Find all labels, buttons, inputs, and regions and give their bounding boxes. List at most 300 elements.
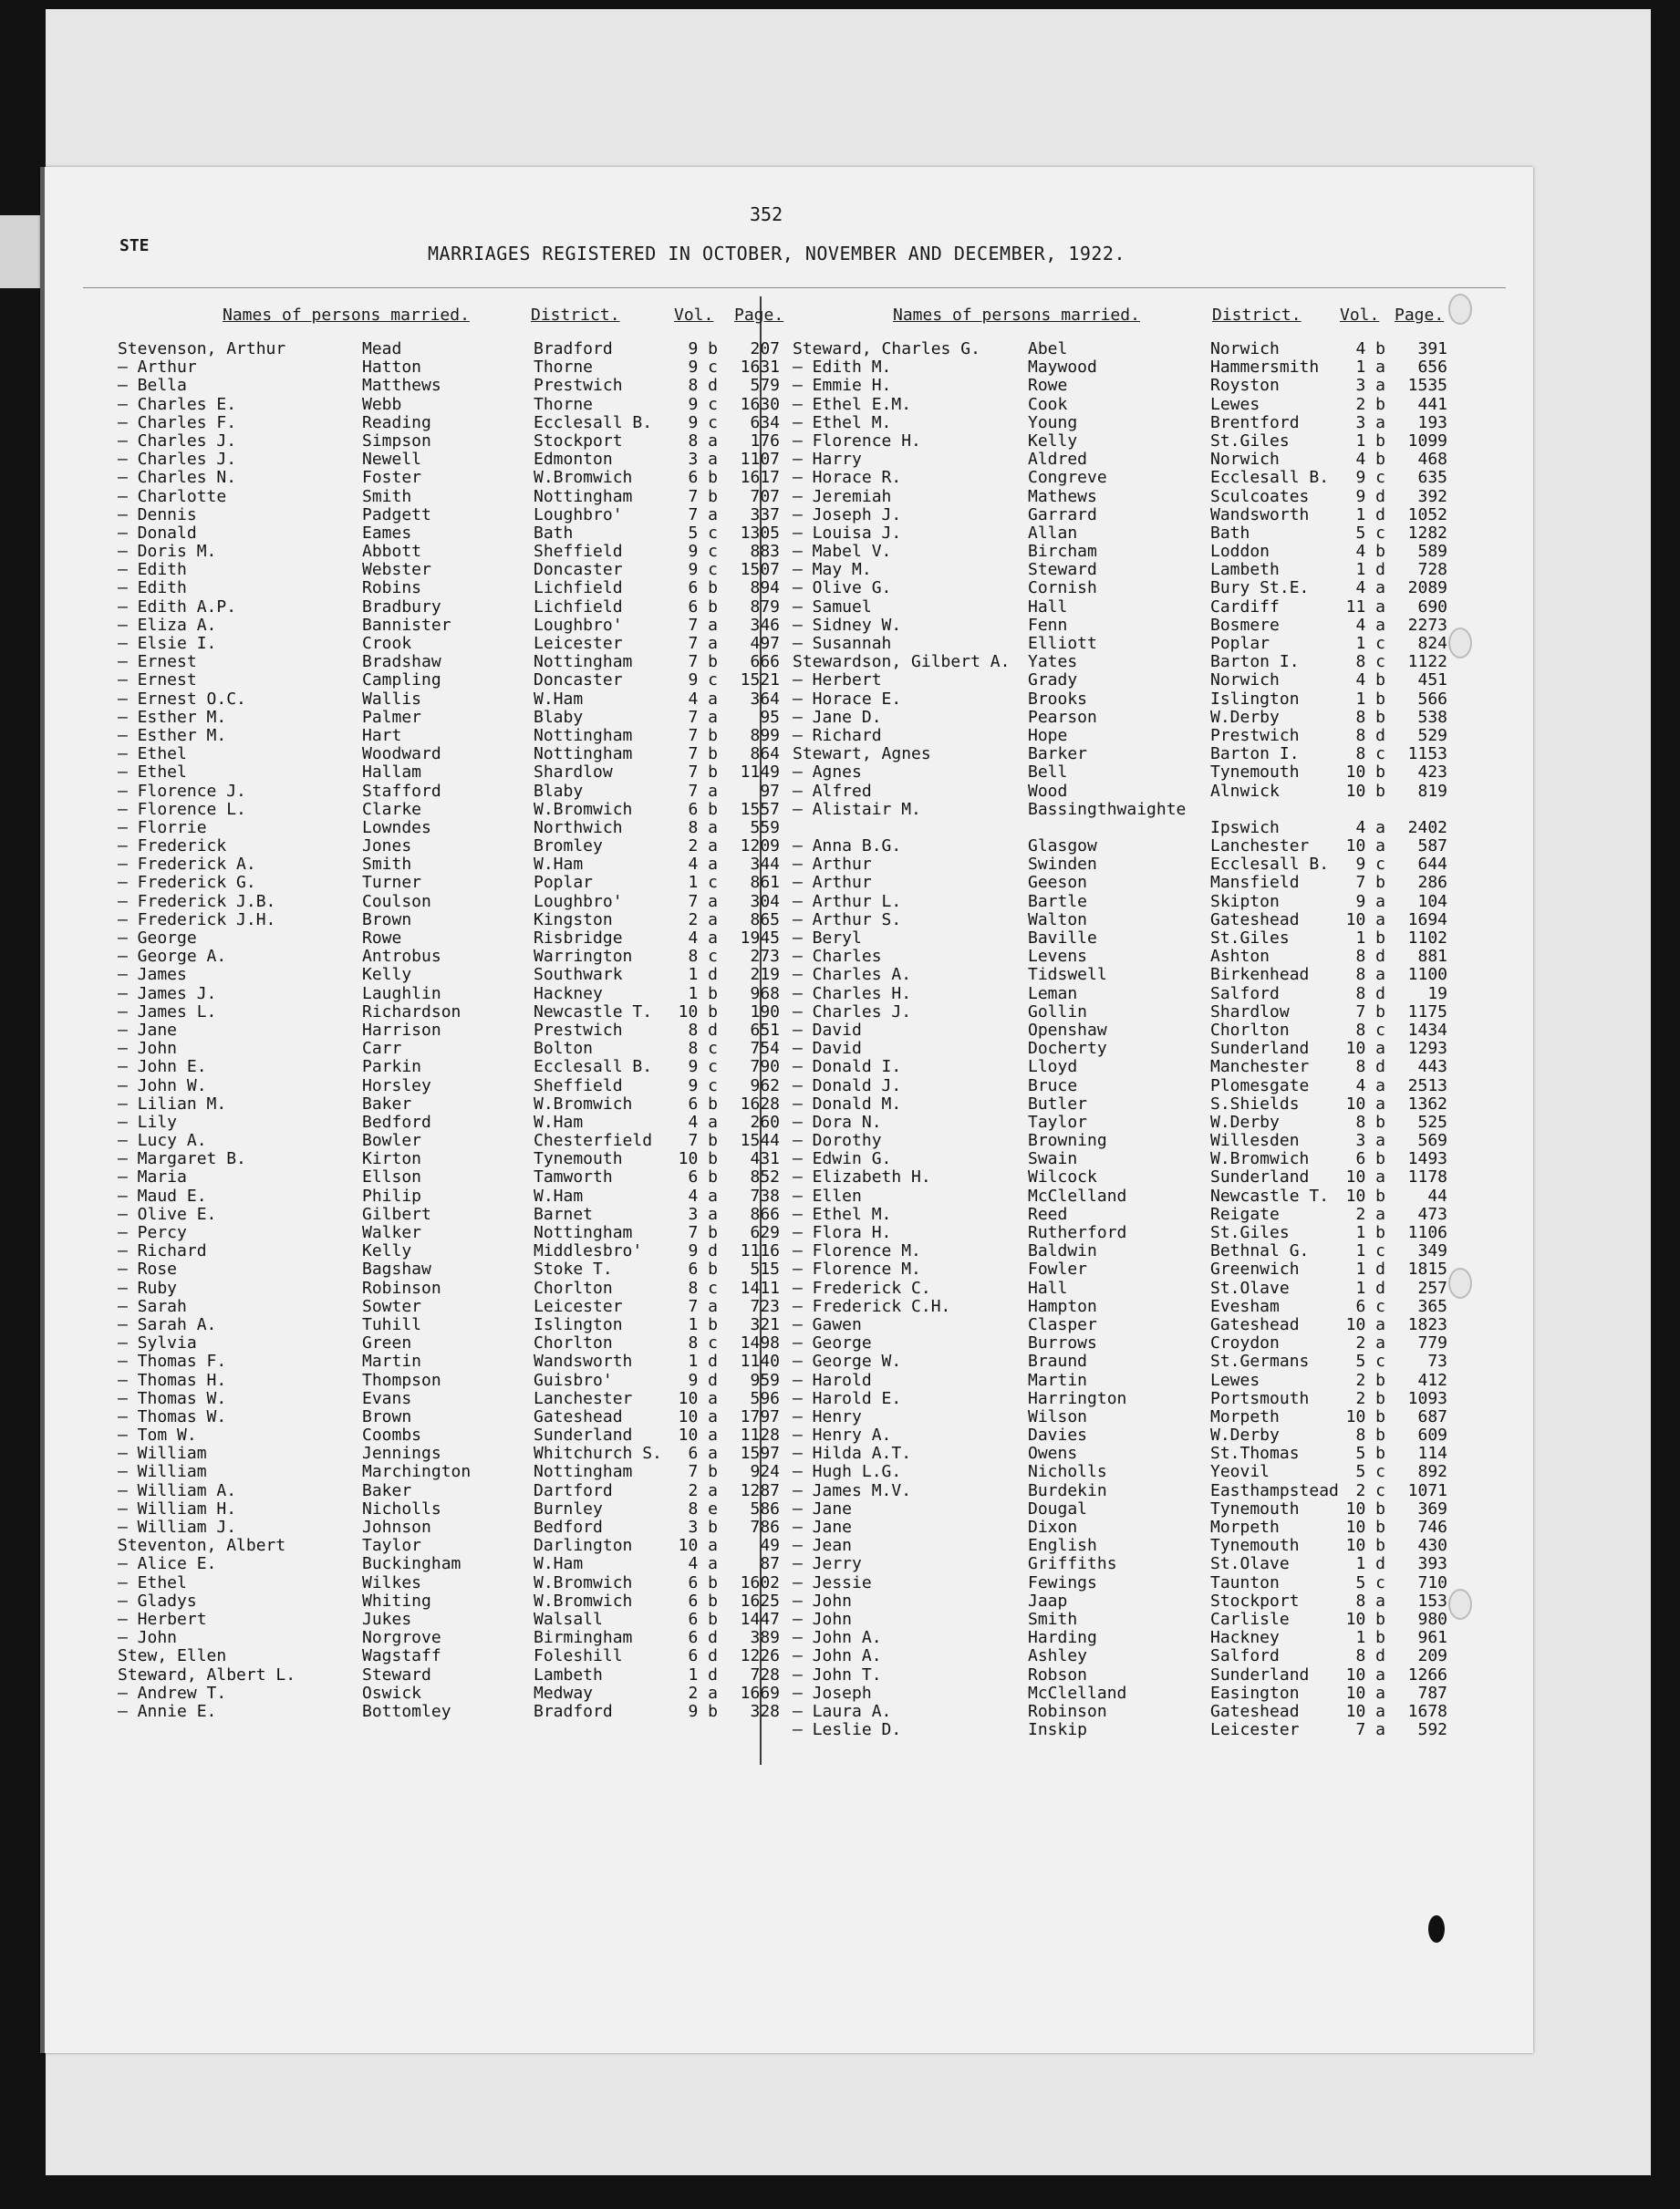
register-entry [118, 948, 783, 966]
entry-spouse: Kirton [362, 1149, 422, 1169]
entry-spouse: Bell [1028, 762, 1068, 783]
entry-name: — Susannah [793, 634, 892, 653]
entry-vol: 9 c [688, 560, 718, 580]
register-entry [118, 1555, 783, 1573]
entry-spouse: Congreve [1028, 468, 1107, 488]
entry-district: Nottingham [534, 1462, 633, 1482]
entry-spouse: Marchington [362, 1462, 472, 1482]
register-entry [118, 1372, 783, 1390]
entry-district: St.Olave [1210, 1278, 1290, 1298]
entry-page: 852 [750, 1167, 780, 1187]
entry-page: 566 [1417, 689, 1447, 709]
entry-vol: 5 c [1355, 1352, 1385, 1372]
entry-name: — Florence L. [118, 799, 246, 819]
entry-page: 787 [1417, 1683, 1447, 1703]
entry-page: 344 [750, 855, 780, 875]
register-entry [118, 396, 783, 414]
register-entry [118, 377, 783, 395]
register-entry [793, 1500, 1458, 1519]
entry-district: St.Giles [1210, 1223, 1290, 1242]
entry-spouse: Nicholls [362, 1499, 441, 1519]
register-entry [793, 1611, 1458, 1629]
entry-district: Sculcoates [1210, 486, 1310, 506]
entry-page: 1625 [740, 1591, 780, 1611]
entry-spouse: Tidswell [1028, 965, 1107, 985]
entry-spouse: Cook [1028, 394, 1068, 414]
entry-district: Stoke T. [534, 1260, 613, 1280]
entry-name: — Harold E. [793, 1388, 902, 1408]
register-entry [118, 1408, 783, 1426]
entry-name: — Lilian M. [118, 1094, 227, 1114]
entry-spouse: Robinson [362, 1278, 441, 1298]
register-entry [793, 985, 1458, 1003]
register-entry [118, 1647, 783, 1665]
entry-name: — Harold [793, 1370, 872, 1390]
entry-page: 1602 [740, 1572, 780, 1592]
entry-vol: 3 a [1355, 376, 1385, 396]
entry-spouse: Burrows [1028, 1333, 1097, 1353]
entry-spouse: Webster [362, 560, 431, 580]
register-entry [793, 1463, 1458, 1481]
entry-district: Nottingham [534, 744, 633, 764]
entry-spouse: Jaap [1028, 1591, 1068, 1611]
entry-district: Leicester [1210, 1720, 1300, 1740]
entry-vol: 8 c [688, 1333, 718, 1353]
register-entry [118, 690, 783, 709]
entry-name: — Arthur [118, 358, 197, 378]
entry-district: Newcastle T. [1210, 1186, 1330, 1206]
entry-district: W.Bromwich [534, 468, 633, 488]
entry-name: — Arthur [793, 873, 872, 893]
register-entry [118, 1519, 783, 1537]
entry-name: — Jean [793, 1536, 853, 1556]
entry-page: 1106 [1407, 1223, 1447, 1242]
entry-page: 44 [1427, 1186, 1447, 1206]
entry-vol: 10 a [678, 1388, 718, 1408]
entry-spouse: Fewings [1028, 1572, 1097, 1592]
entry-page: 746 [1417, 1518, 1447, 1537]
entry-name: Steventon, Albert [118, 1536, 286, 1556]
entry-name: — Arthur [793, 855, 872, 875]
entry-district: Cardiff [1210, 596, 1280, 617]
entry-district: Evesham [1210, 1296, 1280, 1316]
entry-vol: 1 a [1355, 358, 1385, 378]
entry-spouse: Turner [362, 873, 422, 893]
register-entry [118, 1260, 783, 1279]
register-entry [793, 837, 1458, 856]
entry-name: — May M. [793, 560, 872, 580]
entry-district: Doncaster [534, 670, 623, 690]
entry-page: 328 [750, 1701, 780, 1721]
entry-district: Hackney [534, 983, 603, 1003]
entry-vol: 7 b [1355, 873, 1385, 893]
entry-page: 1362 [1407, 1094, 1447, 1114]
entry-page: 824 [1417, 634, 1447, 653]
entry-district: Bath [534, 523, 574, 543]
entry-name: — Flora H. [793, 1223, 892, 1242]
entry-spouse: Padgett [362, 504, 431, 524]
entry-vol: 10 b [1345, 1499, 1385, 1519]
entry-page: 1544 [740, 1131, 780, 1151]
entry-vol: 4 b [1355, 339, 1385, 358]
entry-district: Burnley [534, 1499, 603, 1519]
entry-spouse: Taylor [362, 1536, 422, 1556]
entry-name: Stew, Ellen [118, 1646, 227, 1666]
entry-name: — Olive G. [793, 578, 892, 598]
entry-district: Bury St.E. [1210, 578, 1310, 598]
entry-name: — Ernest [118, 670, 197, 690]
entry-vol: 4 a [1355, 817, 1385, 837]
entry-vol: 9 d [688, 1370, 718, 1390]
entry-spouse: Abel [1028, 339, 1068, 358]
entry-spouse: Rowe [1028, 376, 1068, 396]
entry-name: — Edith M. [793, 358, 892, 378]
entry-name: — Ethel [118, 762, 187, 783]
entry-page: 609 [1417, 1426, 1447, 1446]
entry-spouse: Wagstaff [362, 1646, 441, 1666]
entry-vol: 10 a [1345, 1665, 1385, 1685]
entry-district: Chorlton [534, 1333, 613, 1353]
register-entry [118, 763, 783, 782]
entry-name: — Ethel E.M. [793, 394, 912, 414]
entry-district: Royston [1210, 376, 1280, 396]
entry-page: 392 [1417, 486, 1447, 506]
entry-vol: 6 a [688, 1444, 718, 1464]
entry-district: Shardlow [534, 762, 613, 783]
entry-page: 879 [750, 596, 780, 617]
entry-page: 656 [1417, 358, 1447, 378]
entry-spouse: Bedford [362, 1112, 431, 1132]
entry-district: Sunderland [1210, 1665, 1310, 1685]
entry-vol: 4 a [1355, 1075, 1385, 1095]
entry-spouse: McClelland [1028, 1683, 1127, 1703]
entry-spouse: Foster [362, 468, 422, 488]
header-vol: Vol. [674, 306, 714, 325]
entry-name: — Florence M. [793, 1260, 921, 1280]
entry-name: — Florence M. [793, 1241, 921, 1261]
entry-district: Ecclesall B. [1210, 468, 1330, 488]
entry-spouse: Bradbury [362, 596, 441, 617]
entry-vol: 1 b [1355, 1628, 1385, 1648]
entry-district: Willesden [1210, 1131, 1300, 1151]
entry-name: — Tom W. [118, 1426, 197, 1446]
entry-page: 257 [1417, 1278, 1447, 1298]
register-entry [118, 340, 783, 358]
entry-vol: 7 a [688, 504, 718, 524]
entry-spouse: Philip [362, 1186, 422, 1206]
register-entry [793, 1408, 1458, 1426]
entry-spouse: Wallis [362, 689, 422, 709]
entry-name: — Joseph [793, 1683, 872, 1703]
entry-district: Sunderland [534, 1426, 633, 1446]
register-entry [118, 543, 783, 561]
column-headers [118, 304, 783, 340]
register-entry [793, 671, 1458, 690]
entry-spouse: Swinden [1028, 855, 1097, 875]
entry-name: — Hugh L.G. [793, 1462, 902, 1482]
entry-name: — Florence J. [118, 781, 246, 801]
entry-vol: 10 a [678, 1536, 718, 1556]
binder-hole [1448, 294, 1472, 325]
register-entry [118, 1537, 783, 1555]
entry-district: Norwich [1210, 450, 1280, 470]
entry-spouse: Bartle [1028, 891, 1088, 911]
entry-page: 176 [750, 430, 780, 451]
entry-page: 892 [1417, 1462, 1447, 1482]
entry-district: Hackney [1210, 1628, 1280, 1648]
entry-page: 2089 [1407, 578, 1447, 598]
entry-page: 153 [1417, 1591, 1447, 1611]
entry-name: — Elizabeth H. [793, 1167, 931, 1187]
entry-page: 349 [1417, 1241, 1447, 1261]
entry-name: — Charlotte [118, 486, 227, 506]
entry-spouse: English [1028, 1536, 1097, 1556]
entry-district: St.Olave [1210, 1554, 1290, 1574]
entry-page: 1100 [1407, 965, 1447, 985]
entry-vol: 10 b [1345, 1518, 1385, 1537]
entry-district: Prestwich [1210, 725, 1300, 745]
entry-vol: 4 b [1355, 450, 1385, 470]
entry-district: Gateshead [1210, 909, 1300, 929]
entry-vol: 9 c [688, 394, 718, 414]
entry-page: 1293 [1407, 1039, 1447, 1059]
entry-name: — John [118, 1628, 178, 1648]
entry-name: — Emmie H. [793, 376, 892, 396]
entry-name: — Horace E. [793, 689, 902, 709]
register-entry [118, 1003, 783, 1022]
register-entry [118, 727, 783, 745]
entry-name: Stewart, Agnes [793, 744, 931, 764]
entry-page: 193 [1417, 412, 1447, 432]
entry-spouse: Johnson [362, 1518, 431, 1537]
entry-district: W.Ham [534, 855, 584, 875]
entry-name: — Florence H. [793, 430, 921, 451]
entry-district: Hammersmith [1210, 358, 1320, 378]
entry-page: 687 [1417, 1406, 1447, 1426]
entry-district: Morpeth [1210, 1406, 1280, 1426]
entry-spouse: Bruce [1028, 1075, 1078, 1095]
entry-spouse: Hall [1028, 596, 1068, 617]
entry-name: — Herbert [793, 670, 882, 690]
register-entry [118, 653, 783, 671]
entry-spouse: Robson [1028, 1665, 1088, 1685]
register-entry [793, 763, 1458, 782]
register-entry [118, 874, 783, 892]
entry-page: 587 [1417, 836, 1447, 856]
entry-district: Bromley [534, 836, 603, 856]
entry-vol: 2 a [688, 1683, 718, 1703]
entry-page: 728 [750, 1665, 780, 1685]
entry-page: 865 [750, 909, 780, 929]
entry-spouse: Baville [1028, 928, 1097, 948]
entry-vol: 9 b [688, 339, 718, 358]
register-entry [793, 579, 1458, 597]
entry-spouse: Mathews [1028, 486, 1097, 506]
entry-page: 97 [760, 781, 780, 801]
entry-page: 629 [750, 1223, 780, 1242]
entry-spouse: Smith [1028, 1609, 1078, 1629]
entry-district: W.Bromwich [534, 1572, 633, 1592]
entry-vol: 3 a [688, 1204, 718, 1224]
entry-name: — Rose [118, 1260, 178, 1280]
entry-page: 1226 [740, 1646, 780, 1666]
entry-vol: 10 a [1345, 1683, 1385, 1703]
entry-page: 73 [1427, 1352, 1447, 1372]
entry-name: — Doris M. [118, 542, 217, 562]
entry-district: Foleshill [534, 1646, 623, 1666]
entry-spouse: Harding [1028, 1628, 1097, 1648]
entry-vol: 4 a [688, 689, 718, 709]
entry-district: Nottingham [534, 486, 633, 506]
register-entry [793, 745, 1458, 763]
entry-spouse: Buckingham [362, 1554, 461, 1574]
entry-page: 1099 [1407, 430, 1447, 451]
entry-page: 441 [1417, 394, 1447, 414]
entry-spouse: Geeson [1028, 873, 1088, 893]
entry-page: 1630 [740, 394, 780, 414]
entry-vol: 2 b [1355, 1370, 1385, 1390]
register-entry [793, 396, 1458, 414]
entry-district: Ashton [1210, 947, 1270, 967]
register-entry [793, 1519, 1458, 1537]
entry-name: — Thomas W. [118, 1388, 227, 1408]
entry-vol: 4 a [688, 1186, 718, 1206]
register-entry [793, 709, 1458, 727]
register-entry [793, 1426, 1458, 1445]
entry-name: — Jessie [793, 1572, 872, 1592]
entry-page: 209 [1417, 1646, 1447, 1666]
entry-page: 819 [1417, 781, 1447, 801]
register-entry [118, 451, 783, 469]
register-entry [118, 1280, 783, 1298]
entry-district: Tynemouth [1210, 1536, 1300, 1556]
entry-vol: 1 b [688, 983, 718, 1003]
entry-name: Stewardson, Gilbert A. [793, 652, 1011, 672]
entry-district: Mansfield [1210, 873, 1300, 893]
entry-spouse: Inskip [1028, 1720, 1088, 1740]
entry-district: Leicester [534, 634, 623, 653]
entry-page: 959 [750, 1370, 780, 1390]
register-entry [118, 488, 783, 506]
entry-vol: 7 b [688, 725, 718, 745]
register-entry [793, 488, 1458, 506]
entry-vol: 2 b [1355, 1388, 1385, 1408]
entry-spouse: Jones [362, 836, 412, 856]
entry-name: — John [118, 1039, 178, 1059]
register-entry [793, 1206, 1458, 1224]
entry-vol: 4 a [688, 928, 718, 948]
entry-district: Stockport [1210, 1591, 1300, 1611]
index-code: STE [119, 236, 150, 255]
register-entry [793, 1077, 1458, 1095]
entry-name: — James M.V. [793, 1480, 912, 1500]
entry-page: 1521 [740, 670, 780, 690]
entry-spouse: Fenn [1028, 615, 1068, 635]
entry-district: Wandsworth [1210, 504, 1310, 524]
entry-page: 1116 [740, 1241, 780, 1261]
entry-vol: 9 b [688, 1701, 718, 1721]
entry-name: — Ethel [118, 744, 187, 764]
register-entry [793, 1316, 1458, 1334]
entry-district: W.Derby [1210, 707, 1280, 727]
entry-name: — Jane [118, 1020, 178, 1040]
entry-vol: 10 b [678, 1001, 718, 1022]
entry-vol: 4 a [688, 855, 718, 875]
entry-spouse: Rutherford [1028, 1223, 1127, 1242]
entry-name: — Edith [118, 560, 187, 580]
entry-vol: 5 c [1355, 1572, 1385, 1592]
binder-hole [1448, 1268, 1472, 1299]
entry-vol: 8 a [1355, 965, 1385, 985]
entry-vol: 7 b [688, 744, 718, 764]
entry-vol: 9 c [688, 1057, 718, 1077]
entry-name: — John [793, 1609, 853, 1629]
entry-district: Birkenhead [1210, 965, 1310, 985]
entry-name: — Herbert [118, 1609, 207, 1629]
entry-vol: 9 a [1355, 891, 1385, 911]
entry-vol: 8 d [1355, 947, 1385, 967]
entry-district: Tynemouth [1210, 762, 1300, 783]
entry-district: Tynemouth [1210, 1499, 1300, 1519]
register-entry [793, 358, 1458, 377]
entry-district: Bath [1210, 523, 1250, 543]
entry-spouse: Laughlin [362, 983, 441, 1003]
entry-page: 286 [1417, 873, 1447, 893]
entry-spouse: Woodward [362, 744, 441, 764]
register-entry [118, 1611, 783, 1629]
entry-spouse: Elliott [1028, 634, 1097, 653]
entry-vol: 10 a [1345, 909, 1385, 929]
entry-spouse: Robinson [1028, 1701, 1107, 1721]
entry-spouse: Openshaw [1028, 1020, 1107, 1040]
entry-vol: 7 b [1355, 1001, 1385, 1022]
register-entry [793, 524, 1458, 543]
entry-district: Barton I. [1210, 652, 1300, 672]
entry-name: — Charles [793, 947, 882, 967]
entry-spouse: Leman [1028, 983, 1078, 1003]
entry-vol: 8 a [688, 430, 718, 451]
entry-name: — John E. [118, 1057, 207, 1077]
entry-page: 723 [750, 1296, 780, 1316]
entry-page: 1209 [740, 836, 780, 856]
entry-vol: 10 b [1345, 1536, 1385, 1556]
entry-vol: 5 c [1355, 523, 1385, 543]
entry-name: — Alfred [793, 781, 872, 801]
entry-vol: 8 c [1355, 652, 1385, 672]
entry-spouse: Brown [362, 909, 412, 929]
entry-name: — Alice E. [118, 1554, 217, 1574]
entry-district: Wandsworth [534, 1352, 633, 1372]
entry-name: — Edith A.P. [118, 596, 237, 617]
entry-name: — Jane D. [793, 707, 882, 727]
entry-vol: 4 a [688, 1554, 718, 1574]
entry-page: 1535 [1407, 376, 1447, 396]
entry-spouse: Butler [1028, 1094, 1088, 1114]
register-entry [793, 1168, 1458, 1187]
entry-spouse: Campling [362, 670, 441, 690]
entry-district: Skipton [1210, 891, 1280, 911]
register-entry [793, 414, 1458, 432]
entry-vol: 9 c [688, 412, 718, 432]
entry-page: 2513 [1407, 1075, 1447, 1095]
entry-name: — John A. [793, 1628, 882, 1648]
entry-page: 364 [750, 689, 780, 709]
entry-spouse: Wilcock [1028, 1167, 1097, 1187]
entry-vol: 7 a [1355, 1720, 1385, 1740]
register-entry [793, 1537, 1458, 1555]
entry-district: S.Shields [1210, 1094, 1300, 1114]
entry-page: 1140 [740, 1352, 780, 1372]
